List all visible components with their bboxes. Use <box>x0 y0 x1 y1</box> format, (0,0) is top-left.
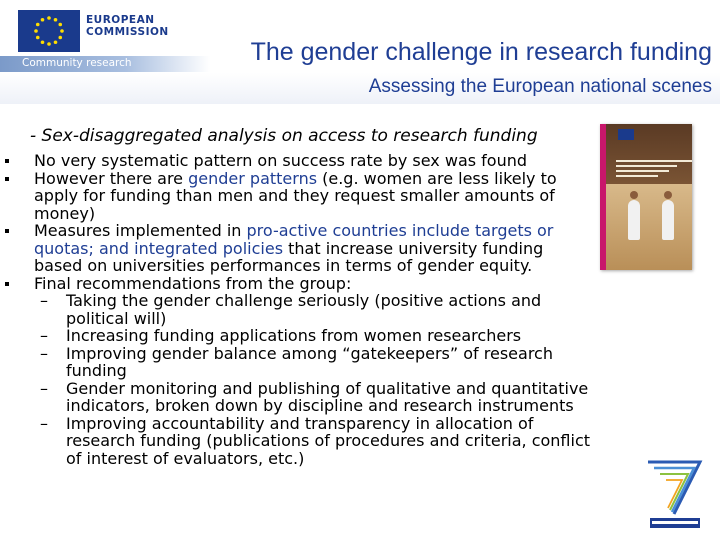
bullet-text: that increase university funding based on universities performances in terms of gender equity. <box>34 238 544 275</box>
eu-flag-icon <box>618 129 634 140</box>
sub-list-text: Improving gender balance among “gatekeepers” of research funding <box>66 343 553 380</box>
bullet-list <box>0 152 590 467</box>
sub-list-marker: – <box>40 343 48 363</box>
bullet-marker <box>5 229 9 233</box>
eu-flag-star <box>54 18 58 22</box>
sub-list-marker: – <box>40 378 48 398</box>
bullet-item <box>0 170 590 223</box>
bullet-text: No very systematic pattern on success rate by sex was found <box>34 151 528 170</box>
eu-flag-star <box>58 36 62 40</box>
bullet-highlight: gender patterns <box>188 168 318 188</box>
recommendations-list <box>0 292 590 467</box>
page-title: The gender challenge in research funding <box>250 38 712 66</box>
community-research-strip <box>0 56 210 72</box>
bullet-item <box>0 222 590 275</box>
eu-flag-star <box>58 23 62 27</box>
researcher-figure-icon <box>628 200 640 240</box>
report-cover-photo <box>606 184 692 270</box>
eu-flag-star <box>36 23 40 27</box>
bullet-item <box>0 152 590 170</box>
lead-heading: - Sex-disaggregated analysis on access to research funding <box>30 126 538 146</box>
european-commission-logo <box>18 10 193 69</box>
report-cover-header <box>606 124 692 184</box>
page-subtitle: Assessing the European national scenes <box>368 76 712 97</box>
eu-flag-icon <box>18 10 80 52</box>
eu-flag-star <box>47 42 51 46</box>
eu-flag-star <box>60 29 64 33</box>
eu-flag-star <box>41 18 45 22</box>
sub-list-marker: – <box>40 326 48 345</box>
ec-logo-line1: EUROPEAN <box>86 14 155 26</box>
report-cover-image <box>600 124 692 270</box>
eu-flag-star <box>34 29 38 33</box>
sub-list-text: Improving accountability and transparency in allocation of research funding (publications of procedures and criteria, conflict of interest of evaluators, etc.) <box>66 413 591 468</box>
bullet-marker <box>5 282 9 286</box>
eu-flag-star <box>54 40 58 44</box>
sub-list-marker: – <box>40 413 48 433</box>
bullet-item <box>0 275 590 293</box>
bullet-text: (e.g. women are less likely to apply for funding than men and they request smaller amounts of money) <box>34 168 557 223</box>
eu-flag-star <box>47 16 51 20</box>
sub-list-item <box>0 327 590 345</box>
sub-list-item <box>0 380 590 415</box>
sub-list-text: Taking the gender challenge seriously (positive actions and political will) <box>66 291 542 328</box>
ec-logo-line2: COMMISSION <box>86 26 169 38</box>
sub-list-item <box>0 292 590 327</box>
sub-list-text: Increasing funding applications from women researchers <box>66 326 522 345</box>
sub-list-item <box>0 415 590 468</box>
sub-list-text: Gender monitoring and publishing of qualitative and quantitative indicators, broken down by discipline and research instruments <box>66 378 589 415</box>
eu-flag-star <box>36 36 40 40</box>
community-research-label: Community research <box>22 57 132 69</box>
bullet-text: Final recommendations from the group: <box>34 273 352 293</box>
sub-list-item <box>0 345 590 380</box>
sub-list-marker: – <box>40 291 48 310</box>
bullet-marker <box>5 177 9 181</box>
bullet-marker <box>5 159 9 163</box>
bullet-text: However there are <box>34 168 189 188</box>
fp7-capacities-logo-icon <box>640 456 704 532</box>
eu-flag-star <box>41 40 45 44</box>
ec-logo-text <box>86 14 196 38</box>
bullet-text: Measures implemented in <box>34 221 247 240</box>
bullet-highlight: pro-active countries include targets or quotas; and integrated policies <box>34 221 554 258</box>
researcher-figure-icon <box>662 200 674 240</box>
